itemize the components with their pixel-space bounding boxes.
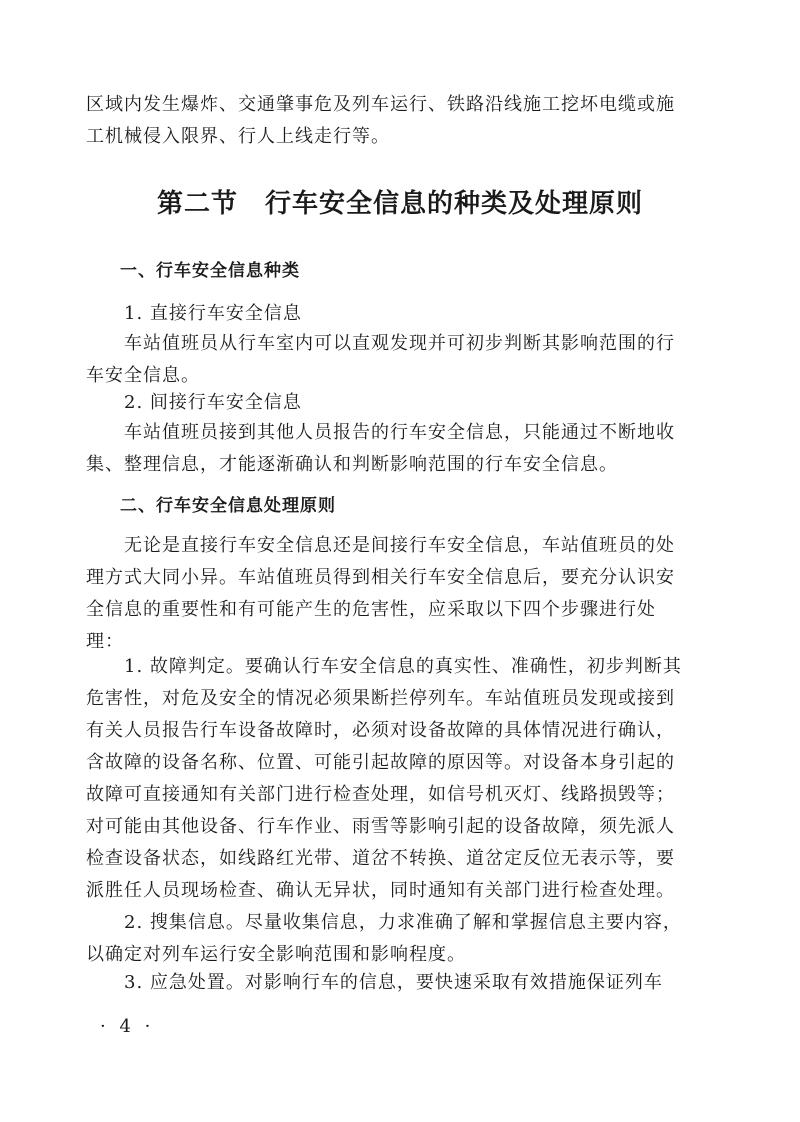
section-title: 第二节 行车安全信息的种类及处理原则	[156, 189, 643, 219]
part2-step2: 2. 搜集信息。尽量收集信息，力求准确了解和掌握信息主要内容，以确定对列车运行安全影响范围和影响程度。	[86, 912, 682, 965]
part2-intro: 无论是直接行车安全信息还是间接行车安全信息，车站值班员的处理方式大同小异。车站值班员得到相关行车安全信息后，要充分认识安全信息的重要性和有可能产生的危害性，应采取以下四个步骤进行处理：	[86, 535, 675, 652]
part2-step1: 1. 故障判定。要确认行车安全信息的真实性、准确性，初步判断其危害性，对危及安全的情况必须果断拦停列车。车站值班员发现或接到有关人员报告行车设备故障时，必须对设备故障的具体情况进行确认，含故障的设备名称、位置、可能引起故障的原因等。对设备本身引起的故障可直接通知有关部门进行检查处理，如信号机灭灯、线路损毁等；对可能由其他设备、行车作业、雨雪等影响引起的设备故障，须先派人检查设备状态，如线路红光带、道岔不转换、道岔定反位无表示等，要派胜任人员现场检查、确认无异状，同时通知有关部门进行检查处理。	[86, 656, 682, 901]
part2-step3: 3. 应急处置。对影响行车的信息，要快速采取有效措施保证列车	[124, 972, 663, 993]
part1-item1-body: 车站值班员从行车室内可以直观发现并可初步判断其影响范围的行车安全信息。	[86, 333, 675, 386]
page-number: · 4 ·	[100, 1016, 155, 1037]
part1-item2-title: 2. 间接行车安全信息	[124, 392, 302, 413]
part1-heading: 一、行车安全信息种类	[120, 261, 300, 281]
part1-item1-title: 1. 直接行车安全信息	[124, 303, 302, 324]
opening-paragraph: 区域内发生爆炸、交通肇事危及列车运行、铁路沿线施工挖坏电缆或施工机械侵入限界、行人上线走行等。	[86, 94, 675, 147]
part1-item2-body: 车站值班员接到其他人员报告的行车安全信息，只能通过不断地收集、整理信息，才能逐渐确认和判断影响范围的行车安全信息。	[86, 422, 675, 475]
part2-heading: 二、行车安全信息处理原则	[120, 496, 336, 516]
